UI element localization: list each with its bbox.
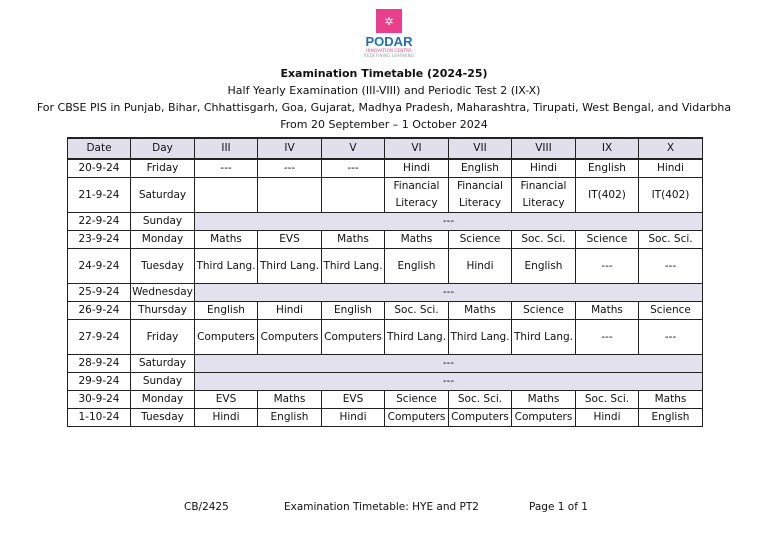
day-cell: Friday — [131, 159, 195, 178]
date-cell: 23-9-24 — [68, 231, 131, 249]
subject-cell: Financial Literacy — [385, 178, 449, 213]
day-cell: Sunday — [131, 373, 195, 391]
subject-cell: Maths — [449, 302, 512, 320]
subject-cell: EVS — [258, 231, 322, 249]
holiday-cell: --- — [195, 355, 703, 373]
table-row — [68, 355, 703, 373]
tree-icon: ✲ — [376, 9, 402, 33]
subject-cell: Third Lang. — [449, 320, 512, 355]
date-cell: 1-10-24 — [68, 409, 131, 427]
subject-cell: Computers — [195, 320, 258, 355]
day-cell: Wednesday — [131, 284, 195, 302]
subject-cell: Science — [512, 302, 576, 320]
column-header: V — [322, 138, 385, 159]
logo-subtitle: INNOVATION CENTRE — [366, 48, 412, 53]
date-cell: 24-9-24 — [68, 249, 131, 284]
podar-logo — [361, 9, 417, 58]
subject-cell — [322, 178, 385, 213]
holiday-cell: --- — [195, 373, 703, 391]
subject-cell: Third Lang. — [258, 249, 322, 284]
logo-tagline: REDEFINING LEARNING — [363, 53, 415, 58]
subject-cell: --- — [258, 159, 322, 178]
subject-cell: Soc. Sci. — [639, 231, 703, 249]
date-cell: 25-9-24 — [68, 284, 131, 302]
date-cell: 29-9-24 — [68, 373, 131, 391]
subject-cell: Science — [576, 231, 639, 249]
subject-cell: Computers — [385, 409, 449, 427]
subject-cell: Soc. Sci. — [449, 391, 512, 409]
day-cell: Saturday — [131, 178, 195, 213]
subject-cell: Science — [449, 231, 512, 249]
subject-cell: Maths — [576, 302, 639, 320]
subject-cell: English — [576, 159, 639, 178]
column-header: X — [639, 138, 703, 159]
table-row — [68, 284, 703, 302]
subject-cell: English — [258, 409, 322, 427]
subject-cell: Hindi — [258, 302, 322, 320]
subject-cell: Soc. Sci. — [385, 302, 449, 320]
subject-cell: Maths — [195, 231, 258, 249]
footer-page: Page 1 of 1 — [529, 501, 588, 513]
table-row — [68, 159, 703, 178]
subject-cell: English — [322, 302, 385, 320]
column-header: Day — [131, 138, 195, 159]
subject-cell: IT(402) — [576, 178, 639, 213]
timetable — [67, 137, 703, 427]
subject-cell: --- — [576, 249, 639, 284]
subject-cell: --- — [195, 159, 258, 178]
subject-cell: Soc. Sci. — [576, 391, 639, 409]
day-cell: Saturday — [131, 355, 195, 373]
table-row — [68, 249, 703, 284]
page-title: Examination Timetable (2024-25) — [280, 67, 488, 80]
subject-cell: Maths — [385, 231, 449, 249]
day-cell: Friday — [131, 320, 195, 355]
table-row — [68, 391, 703, 409]
page-subtitle: Half Yearly Examination (III-VIII) and Periodic Test 2 (IX-X) — [227, 84, 541, 97]
subject-cell: --- — [322, 159, 385, 178]
subject-cell: English — [449, 159, 512, 178]
table-row — [68, 178, 703, 213]
subject-cell: Third Lang. — [385, 320, 449, 355]
subject-cell: English — [512, 249, 576, 284]
subject-cell: Computers — [322, 320, 385, 355]
table-row — [68, 320, 703, 355]
subject-cell: Science — [385, 391, 449, 409]
day-cell: Monday — [131, 231, 195, 249]
date-cell: 20-9-24 — [68, 159, 131, 178]
subject-cell: EVS — [195, 391, 258, 409]
subject-cell: --- — [639, 320, 703, 355]
date-cell: 30-9-24 — [68, 391, 131, 409]
day-cell: Thursday — [131, 302, 195, 320]
column-header: VI — [385, 138, 449, 159]
column-header: IV — [258, 138, 322, 159]
day-cell: Tuesday — [131, 249, 195, 284]
subject-cell: Soc. Sci. — [512, 231, 576, 249]
column-header: VIII — [512, 138, 576, 159]
subject-cell: Maths — [512, 391, 576, 409]
subject-cell: Hindi — [449, 249, 512, 284]
subject-cell: IT(402) — [639, 178, 703, 213]
column-header: III — [195, 138, 258, 159]
subject-cell — [258, 178, 322, 213]
subject-cell: --- — [576, 320, 639, 355]
subject-cell: Computers — [512, 409, 576, 427]
column-header: IX — [576, 138, 639, 159]
date-cell: 21-9-24 — [68, 178, 131, 213]
date-cell: 22-9-24 — [68, 213, 131, 231]
subject-cell: English — [385, 249, 449, 284]
date-cell: 28-9-24 — [68, 355, 131, 373]
footer-code: CB/2425 — [184, 501, 229, 513]
subject-cell: Computers — [258, 320, 322, 355]
day-cell: Sunday — [131, 213, 195, 231]
column-header: VII — [449, 138, 512, 159]
subject-cell: Hindi — [639, 159, 703, 178]
table-row — [68, 302, 703, 320]
logo-brand: PODAR — [365, 34, 413, 49]
subject-cell: Third Lang. — [195, 249, 258, 284]
date-cell: 26-9-24 — [68, 302, 131, 320]
column-header: Date — [68, 138, 131, 159]
day-cell: Tuesday — [131, 409, 195, 427]
subject-cell: English — [639, 409, 703, 427]
table-row — [68, 231, 703, 249]
subject-cell: Hindi — [512, 159, 576, 178]
subject-cell: Hindi — [576, 409, 639, 427]
subject-cell: Third Lang. — [322, 249, 385, 284]
footer-doc: Examination Timetable: HYE and PT2 — [284, 501, 479, 513]
subject-cell: Computers — [449, 409, 512, 427]
scope-text: For CBSE PIS in Punjab, Bihar, Chhattisgarh, Goa, Gujarat, Madhya Pradesh, Maharashtra, Tirupati, West Bengal, and Vidarbha — [36, 101, 732, 114]
subject-cell: Maths — [258, 391, 322, 409]
day-cell: Monday — [131, 391, 195, 409]
subject-cell: Financial Literacy — [512, 178, 576, 213]
subject-cell: --- — [639, 249, 703, 284]
subject-cell: Hindi — [195, 409, 258, 427]
subject-cell — [195, 178, 258, 213]
subject-cell: Third Lang. — [512, 320, 576, 355]
table-row — [68, 373, 703, 391]
table-row — [68, 213, 703, 231]
holiday-cell: --- — [195, 213, 703, 231]
subject-cell: Maths — [322, 231, 385, 249]
date-cell: 27-9-24 — [68, 320, 131, 355]
subject-cell: Financial Literacy — [449, 178, 512, 213]
subject-cell: English — [195, 302, 258, 320]
date-range: From 20 September – 1 October 2024 — [280, 118, 488, 131]
table-header — [68, 138, 703, 159]
table-row — [68, 409, 703, 427]
subject-cell: Maths — [639, 391, 703, 409]
holiday-cell: --- — [195, 284, 703, 302]
subject-cell: Hindi — [322, 409, 385, 427]
subject-cell: EVS — [322, 391, 385, 409]
subject-cell: Science — [639, 302, 703, 320]
subject-cell: Hindi — [385, 159, 449, 178]
